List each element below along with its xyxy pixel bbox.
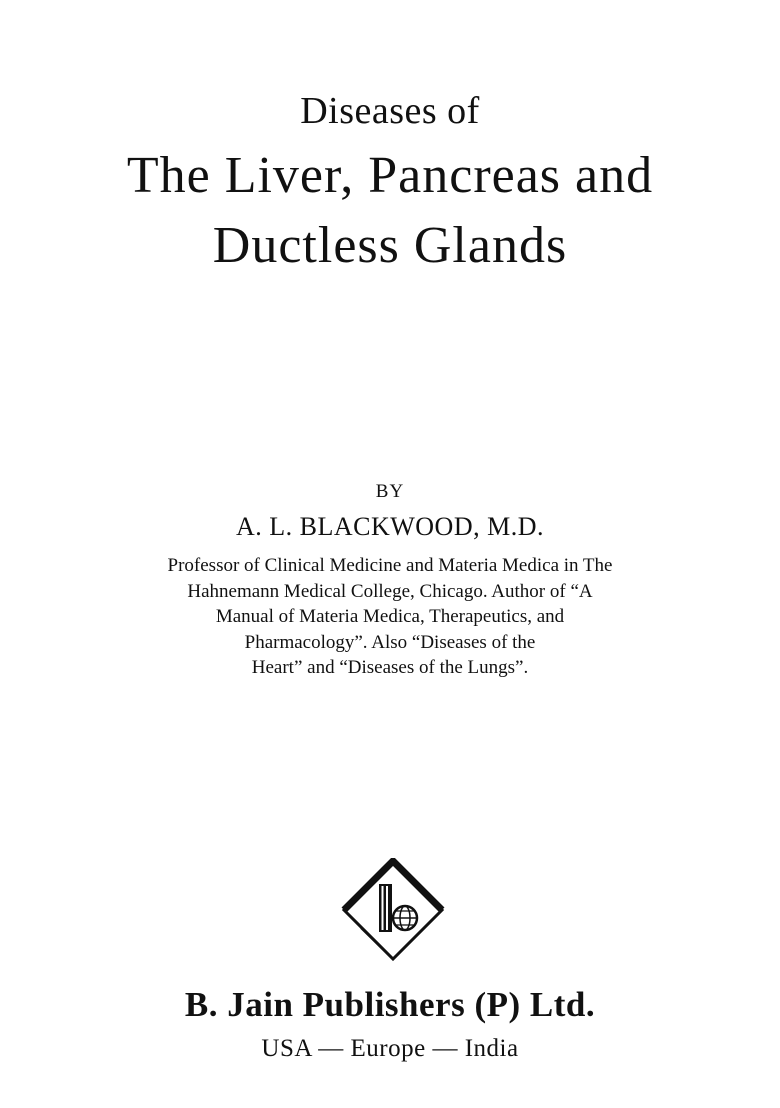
publisher-logo-icon — [341, 858, 445, 962]
bio-line: Professor of Clinical Medicine and Materia Medica in The — [167, 555, 613, 576]
title-line-2: Ductless Glands — [212, 217, 568, 274]
bio-line: Hahnemann Medical College, Chicago. Author of “A — [187, 580, 593, 602]
bio-line: Manual of Materia Medica, Therapeutics, and — [215, 606, 565, 627]
by-label: BY — [375, 481, 405, 502]
bio-line: Heart” and “Diseases of the Lungs”. — [251, 657, 529, 678]
publisher-locations: USA — Europe — India — [261, 1035, 519, 1062]
publisher-name: B. Jain Publishers (P) Ltd. — [184, 985, 596, 1024]
title-prefix: Diseases of — [300, 90, 480, 132]
author-bio — [0, 553, 780, 681]
author-name: A. L. BLACKWOOD, M.D. — [235, 512, 545, 541]
title-line-1: The Liver, Pancreas and — [126, 147, 654, 204]
bio-line: Pharmacology”. Also “Diseases of the — [244, 631, 536, 653]
